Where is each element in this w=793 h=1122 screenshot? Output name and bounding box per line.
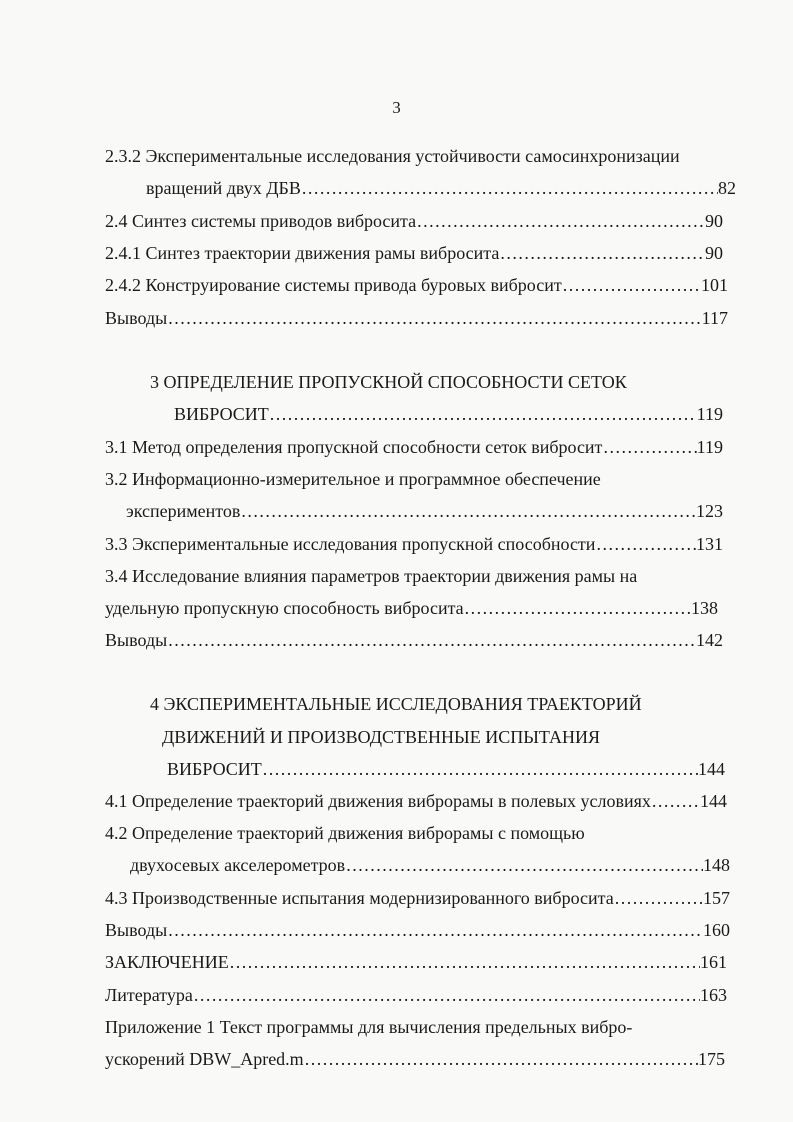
- toc-page-number: 161: [700, 952, 727, 972]
- toc-entry-2-3-2: [146, 176, 736, 200]
- toc-entry-4-2: [130, 853, 730, 877]
- toc-page-number: 131: [696, 534, 723, 554]
- toc-page-number: 175: [698, 1049, 725, 1069]
- toc-entry-title: 2.4 Синтез системы приводов вибросита: [105, 211, 417, 231]
- toc-page-number: 160: [703, 920, 730, 940]
- toc-page-number: 157: [703, 888, 730, 908]
- toc-entry-4-3: [105, 886, 730, 910]
- toc-chapter-4: [167, 757, 725, 781]
- toc-page-number: 101: [701, 275, 728, 295]
- toc-dot-leader: [301, 176, 718, 200]
- page-number: 3: [392, 98, 401, 117]
- toc-entry-title: экспериментов: [126, 501, 241, 521]
- toc-entry-2-4-2: [105, 273, 728, 297]
- toc-dot-leader: [602, 435, 696, 459]
- toc-entry-3-2-line1: 3.2 Информационно-измерительное и программное обеспечение: [105, 469, 601, 489]
- toc-entry-title: 4.1 Определение траекторий движения виброрамы в полевых условиях: [105, 791, 651, 811]
- toc-entry-title: Выводы: [105, 630, 168, 650]
- toc-dot-leader: [269, 402, 697, 426]
- toc-entry-conclusions-ch4: [105, 918, 730, 942]
- toc-dot-leader: [240, 499, 696, 523]
- toc-dot-leader: [193, 983, 700, 1007]
- toc-dot-leader: [595, 532, 696, 556]
- toc-entry-title: 4.3 Производственные испытания модернизированного вибросита: [105, 888, 614, 908]
- toc-chapter-4-line1: 4 ЭКСПЕРИМЕНТАЛЬНЫЕ ИССЛЕДОВАНИЯ ТРАЕКТОРИЙ: [150, 694, 642, 714]
- toc-entry-appendix-1-line1: Приложение 1 Текст программы для вычисления предельных вибро-: [105, 1017, 633, 1037]
- toc-entry-4-1: [105, 789, 727, 813]
- toc-entry-2-4-1: [105, 241, 723, 265]
- toc-chapter-3: [174, 402, 723, 426]
- toc-entry-final-conclusion: [105, 950, 727, 974]
- toc-entry-title: двухосевых акселерометров: [130, 855, 346, 875]
- toc-entry-3-1: [105, 435, 723, 459]
- toc-entry-title: удельную пропускную способность вибросита: [105, 598, 464, 618]
- toc-page-number: 82: [718, 178, 736, 198]
- toc-page-number: 117: [701, 308, 728, 328]
- toc-dot-leader: [464, 596, 691, 620]
- toc-entry-title: ВИБРОСИТ: [167, 759, 262, 779]
- toc-entry-conclusions-ch3: [105, 628, 723, 652]
- toc-page-number: 148: [703, 855, 730, 875]
- toc-entry-appendix-1: [105, 1047, 725, 1071]
- toc-entry-title: 3.1 Метод определения пропускной способности сеток вибросит: [105, 437, 603, 457]
- toc-page-number: 144: [698, 759, 725, 779]
- toc-chapter-4-line2: ДВИЖЕНИЙ И ПРОИЗВОДСТВЕННЫЕ ИСПЫТАНИЯ: [162, 727, 601, 747]
- toc-entry-title: Литература: [105, 985, 193, 1005]
- toc-dot-leader: [229, 950, 700, 974]
- toc-dot-leader: [304, 1047, 698, 1071]
- toc-entry-title: 2.4.1 Синтез траектории движения рамы вибросита: [105, 243, 500, 263]
- toc-entry-title: 3.3 Экспериментальные исследования пропускной способности: [105, 534, 596, 554]
- toc-entry-title: ВИБРОСИТ: [174, 404, 269, 424]
- toc-page-number: 142: [696, 630, 723, 650]
- toc-entry-title: ускорений DBW_Apred.m: [105, 1049, 304, 1069]
- toc-dot-leader: [651, 789, 700, 813]
- toc-dot-leader: [167, 306, 701, 330]
- toc-page-number: 119: [696, 404, 723, 424]
- toc-entry-4-2-line1: 4.2 Определение траекторий движения виброрамы с помощью: [105, 823, 585, 843]
- toc-dot-leader: [416, 209, 705, 233]
- toc-entry-2-4: [105, 209, 723, 233]
- toc-entry-title: вращений двух ДБВ: [146, 178, 301, 198]
- toc-page-number: 144: [700, 791, 727, 811]
- toc-dot-leader: [562, 273, 701, 297]
- toc-entry-3-4: [105, 596, 718, 620]
- toc-page-number: 90: [705, 211, 723, 231]
- toc-page-number: 163: [700, 985, 727, 1005]
- toc-entry-conclusions-ch2: [105, 306, 728, 330]
- toc-dot-leader: [262, 757, 698, 781]
- toc-dot-leader: [614, 886, 703, 910]
- toc-dot-leader: [167, 918, 703, 942]
- toc-entry-title: Выводы: [105, 308, 168, 328]
- toc-page-number: 123: [696, 501, 723, 521]
- toc-page-number: 90: [705, 243, 723, 263]
- toc-page-number: 138: [691, 598, 718, 618]
- toc-entry-title: 2.4.2 Конструирование системы привода буровых вибросит: [105, 275, 562, 295]
- toc-entry-title: Выводы: [105, 920, 168, 940]
- toc-entry-3-2: [126, 499, 723, 523]
- toc-entry-2-3-2-line1: 2.3.2 Экспериментальные исследования устойчивости самосинхронизации: [105, 146, 680, 166]
- toc-entry-3-3: [105, 532, 723, 556]
- toc-chapter-3-line1: 3 ОПРЕДЕЛЕНИЕ ПРОПУСКНОЙ СПОСОБНОСТИ СЕТОК: [150, 372, 627, 392]
- toc-entry-title: ЗАКЛЮЧЕНИЕ: [105, 952, 229, 972]
- toc-page-number: 119: [696, 437, 723, 457]
- toc-entry-3-4-line1: 3.4 Исследование влияния параметров траектории движения рамы на: [105, 566, 638, 586]
- toc-dot-leader: [499, 241, 705, 265]
- toc-entry-literature: [105, 983, 727, 1007]
- toc-dot-leader: [167, 628, 696, 652]
- toc-dot-leader: [345, 853, 703, 877]
